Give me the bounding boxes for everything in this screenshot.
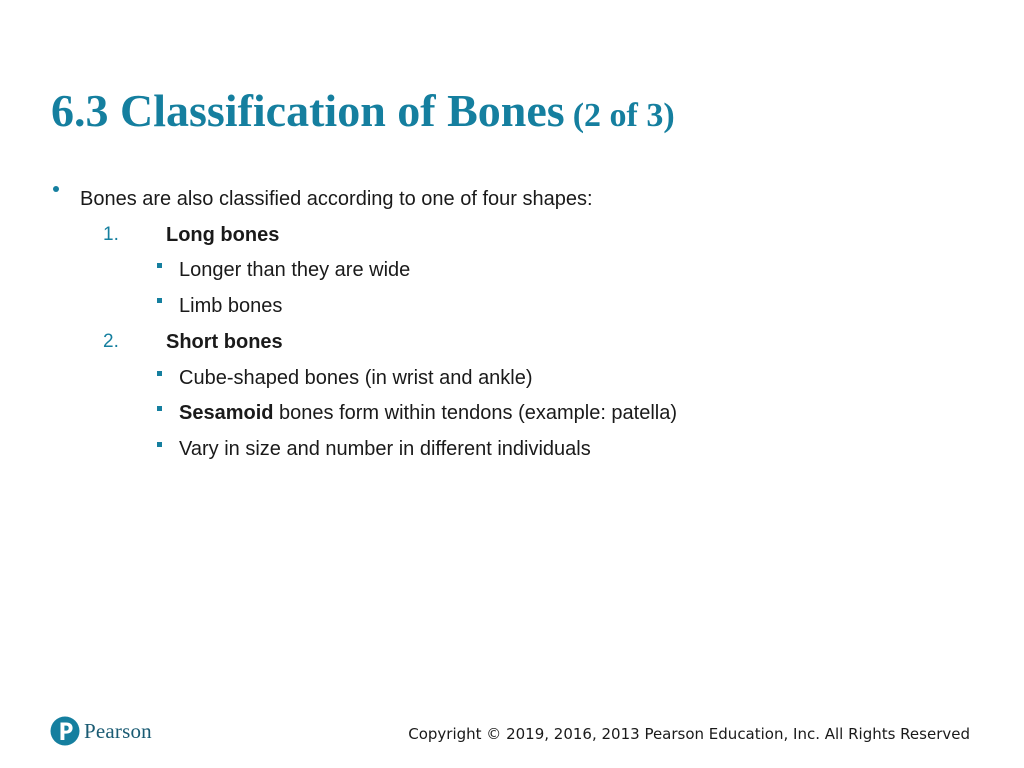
list-item bbox=[179, 401, 677, 425]
slide-title-main: 6.3 Classification of Bones bbox=[51, 85, 565, 136]
square-bullet-icon bbox=[157, 263, 162, 268]
list-number: 2. bbox=[103, 331, 119, 352]
list-item: Cube-shaped bones (in wrist and ankle) bbox=[179, 367, 533, 389]
square-bullet-icon bbox=[157, 298, 162, 303]
pearson-logo bbox=[50, 714, 152, 748]
square-bullet-icon bbox=[157, 406, 162, 411]
list-item: Longer than they are wide bbox=[179, 259, 411, 281]
copyright-text: Copyright © 2019, 2016, 2013 Pearson Education, Inc. All Rights Reserved bbox=[408, 725, 970, 743]
slide-title-suffix: (2 of 3) bbox=[572, 97, 675, 134]
intro-text: Bones are also classified according to one of four shapes: bbox=[80, 188, 593, 210]
list-item: Vary in size and number in different individuals bbox=[179, 438, 591, 460]
list-number: 1. bbox=[103, 224, 119, 245]
list-heading-long-bones: Long bones bbox=[166, 224, 280, 246]
sesamoid-term: Sesamoid bbox=[179, 402, 274, 424]
list-heading-short-bones: Short bones bbox=[166, 331, 283, 353]
pearson-wordmark: Pearson bbox=[84, 718, 152, 743]
sesamoid-description: bones form within tendons (example: patella) bbox=[273, 402, 678, 424]
pearson-p-icon bbox=[50, 715, 80, 747]
round-bullet-icon bbox=[53, 186, 59, 192]
list-item: Limb bones bbox=[179, 295, 283, 317]
square-bullet-icon bbox=[157, 371, 162, 376]
slide-title bbox=[51, 85, 675, 136]
square-bullet-icon bbox=[157, 442, 162, 447]
